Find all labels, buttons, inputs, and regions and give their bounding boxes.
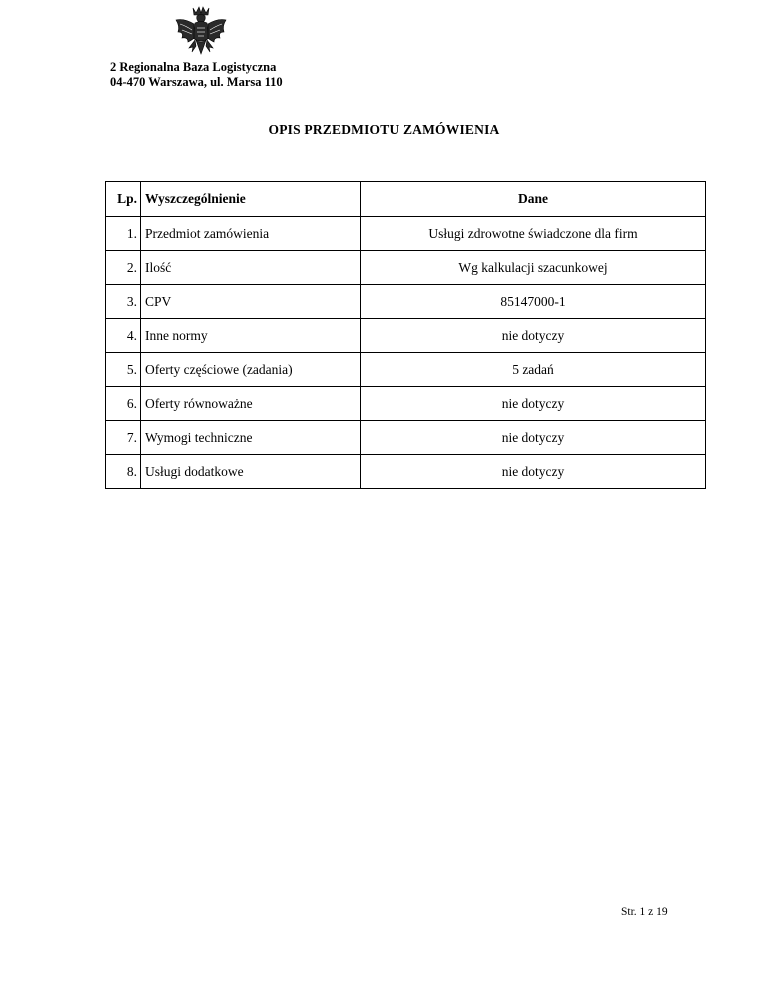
page-number: Str. 1 z 19	[621, 906, 668, 918]
table-row	[106, 251, 706, 285]
organization-address-line: 04-470 Warszawa, ul. Marsa 110	[110, 75, 283, 89]
polish-eagle-emblem-icon	[172, 4, 230, 60]
table-row	[106, 319, 706, 353]
row-description: Usługi dodatkowe	[141, 455, 361, 489]
organization-address	[110, 60, 283, 90]
row-value: nie dotyczy	[361, 319, 706, 353]
row-value: nie dotyczy	[361, 421, 706, 455]
row-number: 4.	[106, 319, 141, 353]
table-row	[106, 285, 706, 319]
row-description: Przedmiot zamówienia	[141, 217, 361, 251]
row-number: 6.	[106, 387, 141, 421]
table-row	[106, 455, 706, 489]
table-header-row	[106, 182, 706, 217]
row-value: Usługi zdrowotne świadczone dla firm	[361, 217, 706, 251]
row-number: 8.	[106, 455, 141, 489]
row-description: Inne normy	[141, 319, 361, 353]
column-header-value: Dane	[361, 182, 706, 217]
document-title: OPIS PRZEDMIOTU ZAMÓWIENIA	[268, 122, 500, 137]
row-description: Wymogi techniczne	[141, 421, 361, 455]
row-number: 3.	[106, 285, 141, 319]
row-number: 5.	[106, 353, 141, 387]
row-value: nie dotyczy	[361, 387, 706, 421]
row-value: 5 zadań	[361, 353, 706, 387]
row-number: 7.	[106, 421, 141, 455]
column-header-lp: Lp.	[106, 182, 141, 217]
table-row	[106, 217, 706, 251]
table-row	[106, 421, 706, 455]
table-row	[106, 353, 706, 387]
table-row	[106, 387, 706, 421]
row-description: CPV	[141, 285, 361, 319]
row-value: nie dotyczy	[361, 455, 706, 489]
row-value: Wg kalkulacji szacunkowej	[361, 251, 706, 285]
specification-table	[105, 181, 706, 489]
row-description: Oferty częściowe (zadania)	[141, 353, 361, 387]
row-description: Ilość	[141, 251, 361, 285]
row-value: 85147000-1	[361, 285, 706, 319]
row-description: Oferty równoważne	[141, 387, 361, 421]
organization-name: 2 Regionalna Baza Logistyczna	[110, 60, 277, 74]
row-number: 2.	[106, 251, 141, 285]
row-number: 1.	[106, 217, 141, 251]
column-header-description: Wyszczególnienie	[141, 182, 361, 217]
